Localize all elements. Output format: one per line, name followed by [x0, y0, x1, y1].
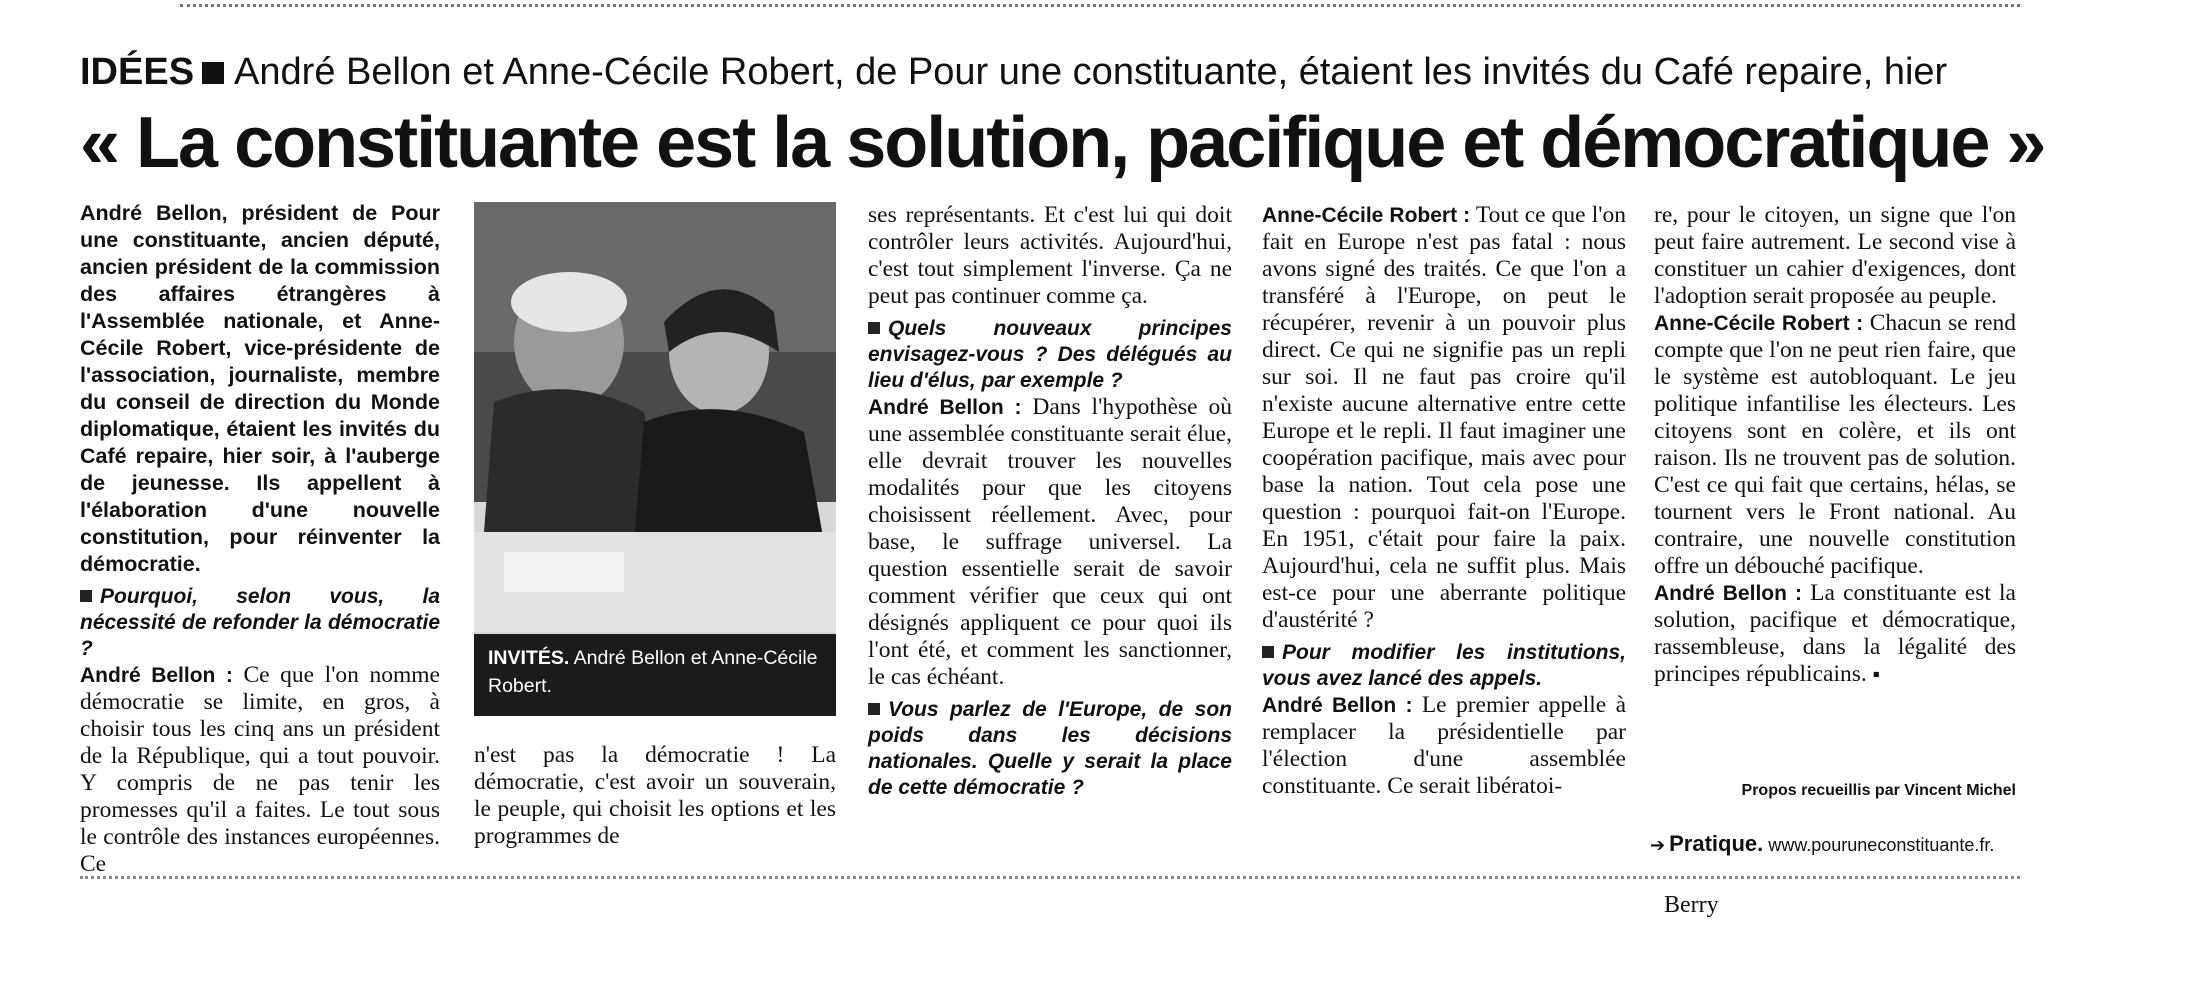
- answer-4-continued: re, pour le citoyen, un signe que l'on peut faire autrement. Le second vise à constituer un cahier d'exigences, dont l'adoption serait proposée au peuple.: [1654, 202, 2016, 309]
- top-dotted-rule: [180, 4, 2020, 7]
- column-5: [1654, 202, 2016, 688]
- question-bullet-icon: [1262, 646, 1274, 658]
- answer-1-continued: n'est pas la démocratie ! La démocratie, c'est avoir un souverain, le peuple, qui choisit les options et les programmes de: [474, 742, 836, 849]
- question-3-text: Vous parlez de l'Europe, de son poids dans les décisions nationales. Quelle y serait la place de cette démocratie ?: [868, 698, 1232, 799]
- answer-1-text: Ce que l'on nomme démocratie se limite, en gros, à choisir tous les cinq ans un président de la République, qui a tout pouvoir. Y compris de ne pas tenir les promesses qu'il a faites. Le tout sous le contrôle des instances européennes. Ce: [80, 662, 440, 877]
- answer-1-end: ses représentants. Et c'est lui qui doit contrôler leurs activités. Aujourd'hui, c'est tout simplement l'inverse. Ça ne peut pas continuer comme ça.: [868, 202, 1232, 309]
- pratique-label: Pratique.: [1669, 831, 1764, 856]
- question-4-text: Pour modifier les institutions, vous avez lancé des appels.: [1262, 641, 1626, 690]
- speaker-label: André Bellon :: [868, 396, 1022, 419]
- photo: [474, 202, 836, 716]
- answer-4-text: Le premier appelle à remplacer la présidentielle par l'élection d'une assemblée constituante. Ce serait libératoi-: [1262, 692, 1626, 799]
- question-bullet-icon: [868, 322, 880, 334]
- question-4: [1262, 640, 1626, 692]
- pratique-line: [1650, 830, 2030, 859]
- photo-caption: [474, 634, 836, 716]
- question-2-text: Quels nouveaux principes envisagez-vous ? Des délégués au lieu d'élus, par exemple ?: [868, 317, 1232, 392]
- kicker-text: André Bellon et Anne-Cécile Robert, de Pour une constituante, étaient les invités du Café repaire, hier: [234, 51, 1948, 93]
- kicker-line: [80, 44, 2080, 100]
- column-3: [868, 202, 1232, 801]
- answer-6-text: La constituante est la solution, pacifique et démocratique, rassembleuse, dans la légalité des principes républicains.: [1654, 580, 2016, 687]
- lead-paragraph: André Bellon, président de Pour une constituante, ancien député, ancien président de la commission des affaires étrangères à l'Assemblée nationale, et Anne-Cécile Robert, vice-présidente de l'association, journaliste, membre du conseil de direction du Monde diplomatique, étaient les invités du Café repaire, hier soir, à l'auberge de jeunesse. Ils appellent à l'élaboration d'une nouvelle constitution, pour réinventer la démocratie.: [80, 201, 440, 576]
- end-mark-icon: ▪: [1872, 663, 1881, 686]
- arrow-right-icon: ➔: [1650, 835, 1666, 855]
- question-bullet-icon: [80, 590, 92, 602]
- speaker-label: Anne-Cécile Robert :: [1262, 204, 1471, 227]
- speaker-label: André Bellon :: [80, 664, 233, 687]
- square-bullet-icon: [202, 62, 224, 84]
- question-2: [868, 316, 1232, 394]
- column-1: [80, 200, 440, 878]
- answer-2: [868, 394, 1232, 691]
- headline: « La constituante est la solution, pacifique et démocratique »: [80, 103, 2045, 183]
- answer-5-text: Chacun se rend compte que l'on ne peut rien faire, que le système est autobloquant. Le jeu politique infantilise les électeurs. Les citoyens sont en colère, et ils ont raison. Ils ne trouvent pas de solution. C'est ce qui fait que certains, hélas, se tournent vers le Front national. Au contraire, une nouvelle constitution offre un débouché pacifique.: [1654, 310, 2017, 579]
- column-2-bottom: [474, 742, 836, 850]
- answer-1-start: [80, 662, 440, 878]
- pratique-url[interactable]: www.pouruneconstituante.fr.: [1768, 835, 1995, 855]
- answer-6: [1654, 580, 2016, 688]
- speaker-label: André Bellon :: [1654, 582, 1803, 605]
- bottom-dotted-rule: [80, 876, 2020, 879]
- question-bullet-icon: [868, 703, 880, 715]
- caption-text: André Bellon et Anne-Cécile Robert.: [488, 647, 818, 697]
- answer-3-text: Tout ce que l'on fait en Europe n'est pas fatal : nous avons signé des traités. Ce que l'on a transféré à l'Europe, on peut le récupérer, revenir à un pouvoir plus direct. Ce qui ne signifie pas un repli sur soi. Il ne faut pas croire qu'il n'existe aucune alternative entre cette Europe et le repli. Il faut imaginer une coopération pacifique, mais avec pour base la nation. Tout cela pose une question : pourquoi fait-on l'Europe. En 1951, c'était pour faire la paix. Aujourd'hui, cela ne suffit plus. Mais est-ce pour une aberrante politique d'austérité ?: [1262, 202, 1626, 633]
- answer-2-text: Dans l'hypothèse où une assemblée constituante serait élue, elle devrait trouver les nouvelles modalités pour que les citoyens choisissent réellement. Avec, pour base, le suffrage universel. La question essentielle serait de savoir comment vérifier que ceux qui ont désignés appliquent ce pour quoi ils l'ont été, et comment les sanctionner, le cas échéant.: [868, 394, 1232, 690]
- answer-3: [1262, 202, 1626, 634]
- answer-5: [1654, 310, 2016, 580]
- column-4: [1262, 202, 1626, 800]
- section-tag: IDÉES: [80, 51, 195, 93]
- answer-4-start: [1262, 692, 1626, 800]
- source-label: Berry: [1664, 892, 1719, 918]
- speaker-label: André Bellon :: [1262, 694, 1413, 717]
- byline-credit: Propos recueillis par Vincent Michel: [1741, 782, 2016, 799]
- question-1: [80, 584, 440, 662]
- question-1-text: Pourquoi, selon vous, la nécessité de refonder la démocratie ?: [80, 585, 440, 660]
- caption-label: INVITÉS.: [488, 647, 570, 669]
- question-3: [868, 697, 1232, 801]
- speaker-label: Anne-Cécile Robert :: [1654, 312, 1864, 335]
